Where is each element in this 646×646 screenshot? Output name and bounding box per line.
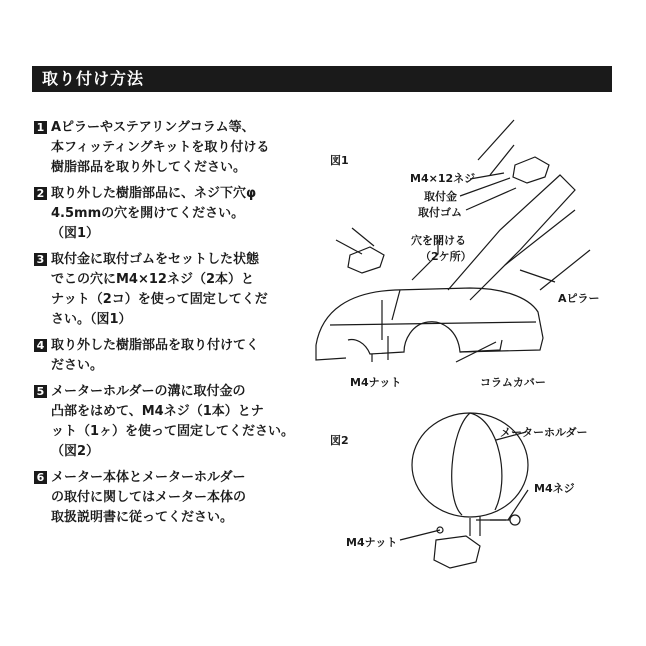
figure2-screw-label: M4ネジ xyxy=(534,482,575,495)
step-line: 樹脂部品を取り外してください。 xyxy=(51,160,247,175)
step-line: 取付金に取付ゴムをセットした状態 xyxy=(51,252,260,267)
step-line: メーター本体とメーターホルダー xyxy=(51,470,246,485)
step-line: 取り外した樹脂部品を取り付けてく xyxy=(51,338,260,353)
step-line: Aピラーやステアリングコラム等、 xyxy=(51,120,255,135)
step-line: ださい。 xyxy=(51,358,104,373)
bracket-upper xyxy=(513,157,549,183)
step-line: でこの穴にM4×12ネジ（2本）と xyxy=(51,272,255,287)
figure1-hole-label: 穴を開ける xyxy=(411,234,466,247)
figure1-bracket-label: 取付金 xyxy=(424,190,457,203)
step-number-badge: 1 xyxy=(34,121,47,134)
section-title: 取り付け方法 xyxy=(32,66,612,92)
figure1-title: 図1 xyxy=(330,154,349,167)
figure1-hole-count-label: （2ケ所） xyxy=(420,250,472,263)
step-line: （図2） xyxy=(51,444,100,459)
step-line: 取扱説明書に従ってください。 xyxy=(51,510,234,525)
figure2-holder-label: メーターホルダー xyxy=(500,426,588,439)
step-line: 凸部をはめて、M4ネジ（1本）とナ xyxy=(51,404,264,419)
step-line: ット（1ヶ）を使って固定してください。 xyxy=(51,424,295,439)
step-line: ナット（2コ）を使って固定してくだ xyxy=(51,292,268,307)
step-number-badge: 5 xyxy=(34,385,47,398)
step-line: メーターホルダーの溝に取付金の xyxy=(51,384,246,399)
figure2-title: 図2 xyxy=(330,434,349,447)
figure2-nut-label: M4ナット xyxy=(346,536,398,549)
step-line: 取り外した樹脂部品に、ネジ下穴φ xyxy=(51,186,257,201)
bracket-fig2 xyxy=(434,536,480,568)
step-line: 本フィッティングキットを取り付ける xyxy=(51,140,270,155)
figure1-rubber-label: 取付ゴム xyxy=(418,206,462,219)
figure1-column-cover-label: コラムカバー xyxy=(480,376,546,389)
bracket-lower xyxy=(348,247,384,273)
step-line: 4.5mmの穴を開けてください。 xyxy=(51,206,245,221)
step-line: の取付に関してはメーター本体の xyxy=(51,490,247,505)
step-number-badge: 6 xyxy=(34,471,47,484)
step-number-badge: 2 xyxy=(34,187,47,200)
step-line: さい。（図1） xyxy=(51,312,132,327)
step-number-badge: 3 xyxy=(34,253,47,266)
figure1-screw-label: M4×12ネジ xyxy=(410,172,476,185)
step-number-badge: 4 xyxy=(34,339,47,352)
figure1-nut-label: M4ナット xyxy=(350,376,402,389)
step-line: （図1） xyxy=(51,226,100,241)
column-cover-shape xyxy=(316,288,543,354)
figure1-pillar-label: Aピラー xyxy=(558,292,600,305)
